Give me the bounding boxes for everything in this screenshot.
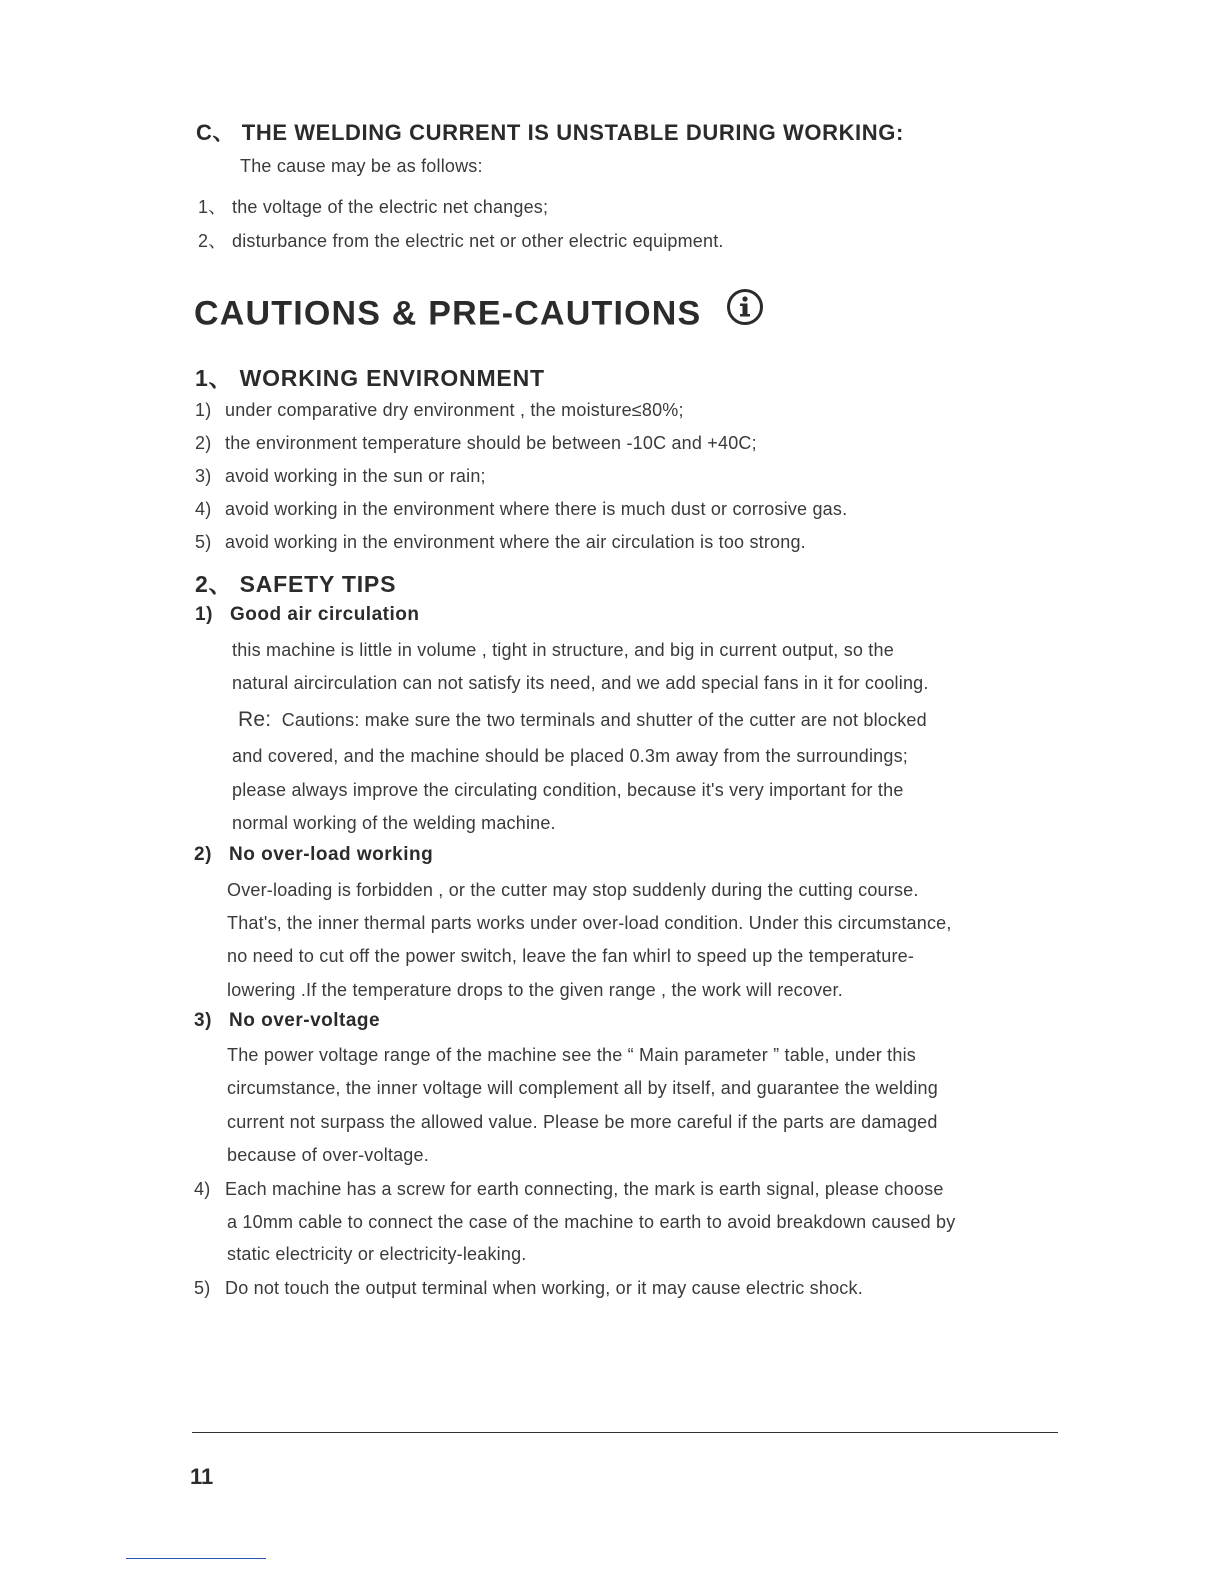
section-c-heading: C、 THE WELDING CURRENT IS UNSTABLE DURING WORKING: <box>196 120 904 145</box>
footer-divider <box>192 1432 1058 1433</box>
list-item-number: 1) <box>195 400 212 420</box>
list-item <box>195 400 684 421</box>
working-environment-heading: 1、 WORKING ENVIRONMENT <box>195 365 545 391</box>
list-item-number: 3) <box>195 466 212 486</box>
list-item-text: the environment temperature should be between -10C and +40C; <box>225 433 757 453</box>
paragraph-line: circumstance, the inner voltage will complement all by itself, and guarantee the welding <box>227 1078 938 1098</box>
tip-number: 5) <box>194 1278 211 1298</box>
paragraph-line: current not surpass the allowed value. Please be more careful if the parts are damaged <box>227 1112 938 1132</box>
page-number: 11 <box>190 1464 214 1489</box>
paragraph-line: Each machine has a screw for earth connecting, the mark is earth signal, please choose <box>225 1179 944 1199</box>
paragraph-line: Over-loading is forbidden , or the cutter may stop suddenly during the cutting course. <box>227 880 919 900</box>
list-item-number: 2、 <box>198 231 227 251</box>
safety-tips-heading: 2、 SAFETY TIPS <box>195 571 397 597</box>
caution-line <box>238 708 927 732</box>
paragraph-line: That's, the inner thermal parts works under over-load condition. Under this circumstance, <box>227 913 952 933</box>
bottom-edge-line <box>126 1558 266 1559</box>
paragraph-line: The power voltage range of the machine see the “ Main parameter ” table, under this <box>227 1045 916 1065</box>
list-item-text: avoid working in the environment where there is much dust or corrosive gas. <box>225 499 848 519</box>
section-c-intro: The cause may be as follows: <box>240 156 483 176</box>
tip-number: 2) <box>194 844 212 865</box>
list-item-number: 5) <box>195 532 212 552</box>
paragraph-line: static electricity or electricity-leaking. <box>227 1244 527 1264</box>
tip-number: 3) <box>194 1010 212 1031</box>
list-item-number: 1、 <box>198 197 227 217</box>
paragraph-line: this machine is little in volume , tight in structure, and big in current output, so the <box>232 640 894 660</box>
tip-heading <box>194 1010 380 1032</box>
tip-title: No over-load working <box>229 844 434 865</box>
paragraph-line: no need to cut off the power switch, leave the fan whirl to speed up the temperature- <box>227 946 915 966</box>
list-item <box>198 193 548 219</box>
paragraph-line: because of over-voltage. <box>227 1145 429 1165</box>
list-item-text: disturbance from the electric net or other electric equipment. <box>232 231 724 251</box>
list-item <box>195 499 847 520</box>
paragraph-line: Do not touch the output terminal when working, or it may cause electric shock. <box>225 1278 863 1298</box>
paragraph-line: normal working of the welding machine. <box>232 813 556 833</box>
list-item <box>195 532 806 553</box>
list-item-text: under comparative dry environment , the moisture≤80%; <box>225 400 684 420</box>
paragraph-line: and covered, and the machine should be placed 0.3m away from the surroundings; <box>232 746 909 766</box>
tip-number: 1) <box>195 604 213 625</box>
paragraph-line: lowering .If the temperature drops to the given range , the work will recover. <box>227 980 843 1000</box>
list-item <box>194 1179 944 1200</box>
tip-title: No over-voltage <box>229 1010 381 1031</box>
info-circle-icon <box>726 288 764 335</box>
list-item <box>195 466 486 487</box>
tip-heading <box>194 844 433 866</box>
page-title <box>194 292 764 339</box>
re-label: Re: <box>238 708 272 731</box>
list-item <box>194 1278 863 1299</box>
page-title-text: CAUTIONS & PRE-CAUTIONS <box>194 294 702 333</box>
list-item-text: the voltage of the electric net changes; <box>232 197 549 217</box>
list-item-text: avoid working in the sun or rain; <box>225 466 486 486</box>
list-item <box>198 227 724 253</box>
list-item-text: avoid working in the environment where the air circulation is too strong. <box>225 532 806 552</box>
list-item <box>195 433 757 454</box>
tip-title: Good air circulation <box>230 604 420 625</box>
tip-heading <box>195 604 419 626</box>
caution-text: Cautions: make sure the two terminals and shutter of the cutter are not blocked <box>281 710 927 730</box>
list-item-number: 4) <box>195 499 212 519</box>
list-item-number: 2) <box>195 433 212 453</box>
paragraph-line: please always improve the circulating condition, because it's very important for the <box>232 780 904 800</box>
tip-number: 4) <box>194 1179 211 1199</box>
paragraph-line: a 10mm cable to connect the case of the machine to earth to avoid breakdown caused by <box>227 1212 956 1232</box>
paragraph-line: natural aircirculation can not satisfy its need, and we add special fans in it for cooling. <box>232 673 929 693</box>
